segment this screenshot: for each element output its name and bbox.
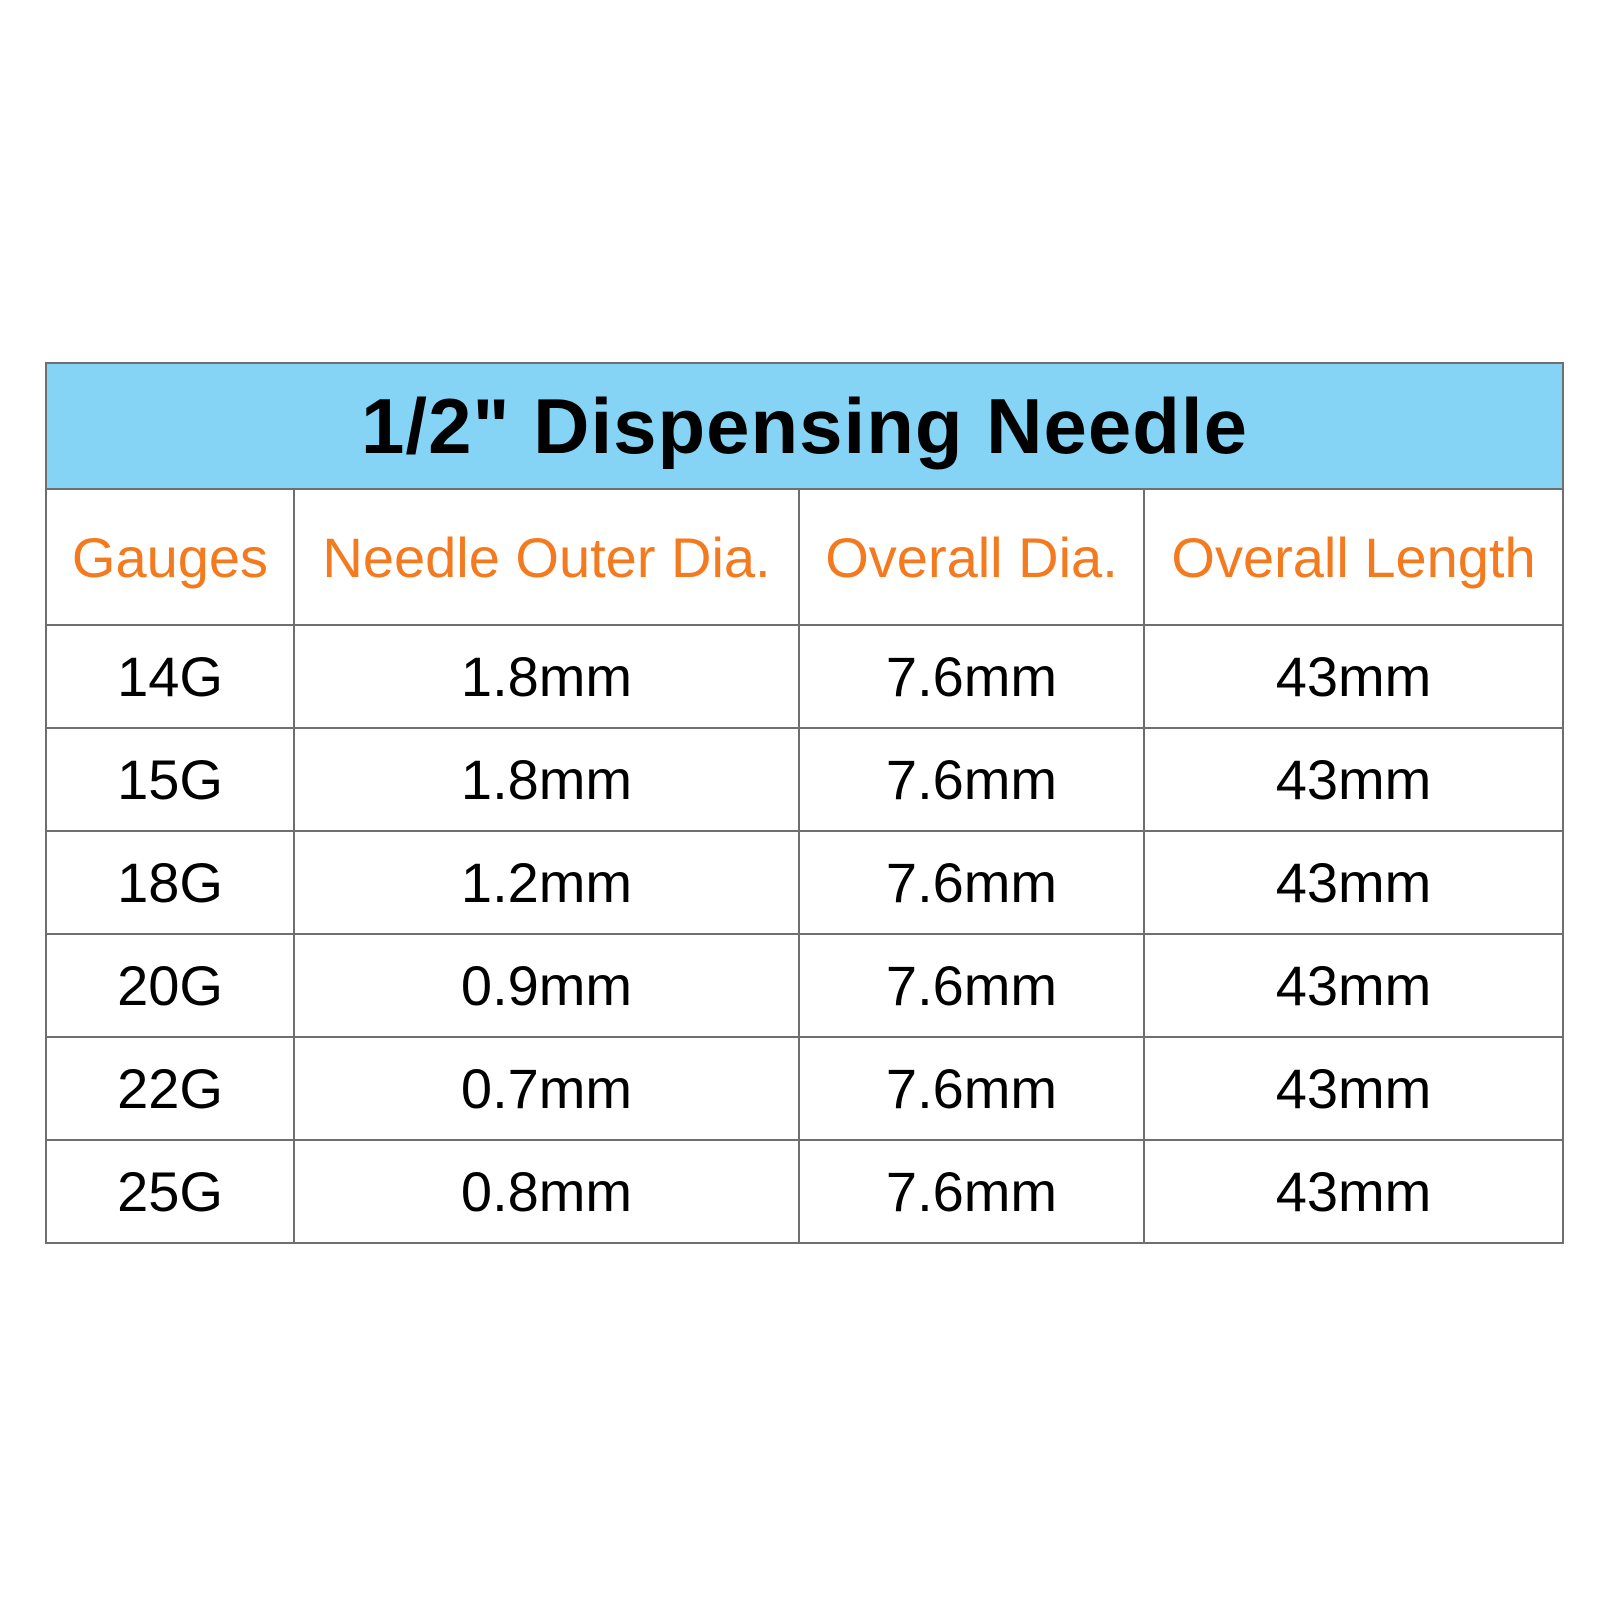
overall-dia-cell: 7.6mm: [799, 1037, 1144, 1140]
overall-length-cell: 43mm: [1144, 728, 1563, 831]
overall-length-cell: 43mm: [1144, 934, 1563, 1037]
gauge-cell: 25G: [46, 1140, 294, 1243]
gauge-cell: 22G: [46, 1037, 294, 1140]
needle-outer-dia-cell: 0.8mm: [294, 1140, 799, 1243]
needle-outer-dia-cell: 1.2mm: [294, 831, 799, 934]
needle-outer-dia-cell: 1.8mm: [294, 728, 799, 831]
title-row: [46, 363, 1563, 489]
gauge-cell: 14G: [46, 625, 294, 728]
header-overall-dia: Overall Dia.: [799, 489, 1144, 625]
gauge-cell: 15G: [46, 728, 294, 831]
overall-dia-cell: 7.6mm: [799, 1140, 1144, 1243]
overall-length-cell: 43mm: [1144, 1037, 1563, 1140]
gauge-cell: 20G: [46, 934, 294, 1037]
table-row: [46, 934, 1563, 1037]
overall-length-cell: 43mm: [1144, 831, 1563, 934]
table-row: [46, 831, 1563, 934]
table-row: [46, 625, 1563, 728]
needle-outer-dia-cell: 0.7mm: [294, 1037, 799, 1140]
needle-outer-dia-cell: 0.9mm: [294, 934, 799, 1037]
table-row: [46, 1037, 1563, 1140]
header-row: [46, 489, 1563, 625]
needle-outer-dia-cell: 1.8mm: [294, 625, 799, 728]
header-gauges: Gauges: [46, 489, 294, 625]
header-needle-outer-dia: Needle Outer Dia.: [294, 489, 799, 625]
table-row: [46, 1140, 1563, 1243]
overall-dia-cell: 7.6mm: [799, 831, 1144, 934]
gauge-cell: 18G: [46, 831, 294, 934]
table-row: [46, 728, 1563, 831]
overall-length-cell: 43mm: [1144, 1140, 1563, 1243]
spec-table: [45, 362, 1564, 1244]
overall-dia-cell: 7.6mm: [799, 728, 1144, 831]
overall-dia-cell: 7.6mm: [799, 934, 1144, 1037]
table-title: 1/2" Dispensing Needle: [46, 363, 1563, 489]
header-overall-length: Overall Length: [1144, 489, 1563, 625]
overall-dia-cell: 7.6mm: [799, 625, 1144, 728]
overall-length-cell: 43mm: [1144, 625, 1563, 728]
